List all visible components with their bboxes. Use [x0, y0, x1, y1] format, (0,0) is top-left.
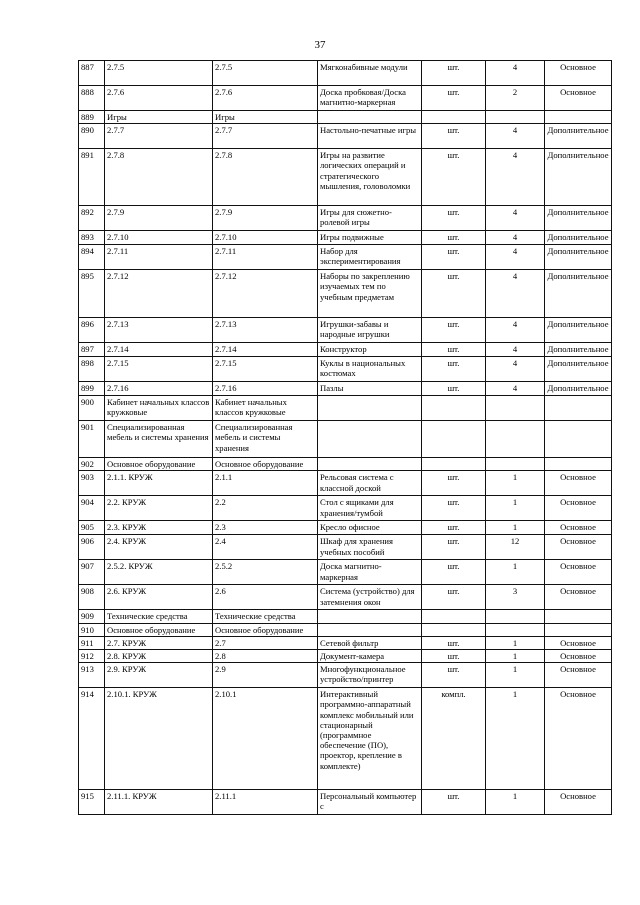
ref-code-cell: Кабинет начальных классов кружковые: [213, 396, 318, 421]
type-cell: Дополнительное: [545, 149, 612, 206]
unit-cell: шт.: [422, 245, 486, 270]
type-cell: Основное: [545, 585, 612, 610]
ref-code-cell: 2.7.11: [213, 245, 318, 270]
ref-code-cell: 2.7.7: [213, 124, 318, 149]
item-name-cell: Доска пробковая/Доска магнитно-маркерная: [318, 86, 422, 111]
quantity-cell: 1: [486, 688, 545, 790]
row-number-cell: 899: [79, 382, 105, 396]
row-number-cell: 887: [79, 61, 105, 86]
item-name-cell: [318, 111, 422, 124]
type-cell: Основное: [545, 688, 612, 790]
type-cell: [545, 111, 612, 124]
type-cell: Дополнительное: [545, 231, 612, 245]
ref-code-cell: 2.9: [213, 663, 318, 688]
table-row: [79, 124, 612, 149]
quantity-cell: 1: [486, 636, 545, 649]
ref-code-cell: 2.2: [213, 496, 318, 521]
type-cell: [545, 623, 612, 636]
item-name-cell: Игры подвижные: [318, 231, 422, 245]
type-cell: Основное: [545, 86, 612, 111]
table-row: [79, 585, 612, 610]
item-name-cell: Мягконабивные модули: [318, 61, 422, 86]
item-name-cell: Доска магнитно-маркерная: [318, 560, 422, 585]
item-name-cell: [318, 610, 422, 623]
table-row: [79, 496, 612, 521]
code-cell: 2.2. КРУЖ: [105, 496, 213, 521]
ref-code-cell: 2.3: [213, 521, 318, 535]
table-row: [79, 61, 612, 86]
code-cell: Кабинет начальных классов кружковые: [105, 396, 213, 421]
table-row: [79, 688, 612, 790]
code-cell: 2.8. КРУЖ: [105, 650, 213, 663]
table-row: [79, 270, 612, 318]
type-cell: Основное: [545, 535, 612, 560]
code-cell: 2.7.12: [105, 270, 213, 318]
item-name-cell: Многофункциональное устройство/принтер: [318, 663, 422, 688]
type-cell: Основное: [545, 650, 612, 663]
code-cell: 2.6. КРУЖ: [105, 585, 213, 610]
item-name-cell: Набор для экспериментирования: [318, 245, 422, 270]
item-name-cell: Документ-камера: [318, 650, 422, 663]
table-row: [79, 206, 612, 231]
code-cell: Основное оборудование: [105, 623, 213, 636]
code-cell: 2.7.8: [105, 149, 213, 206]
code-cell: 2.9. КРУЖ: [105, 663, 213, 688]
quantity-cell: 1: [486, 650, 545, 663]
type-cell: Основное: [545, 61, 612, 86]
code-cell: 2.7. КРУЖ: [105, 636, 213, 649]
quantity-cell: 4: [486, 382, 545, 396]
ref-code-cell: 2.7.13: [213, 318, 318, 343]
table-row: [79, 471, 612, 496]
table-row: [79, 111, 612, 124]
quantity-cell: 4: [486, 357, 545, 382]
table-row: [79, 318, 612, 343]
item-name-cell: Кресло офисное: [318, 521, 422, 535]
unit-cell: шт.: [422, 521, 486, 535]
code-cell: 2.7.10: [105, 231, 213, 245]
row-number-cell: 903: [79, 471, 105, 496]
table-row: [79, 357, 612, 382]
unit-cell: [422, 421, 486, 458]
quantity-cell: 4: [486, 149, 545, 206]
ref-code-cell: Технические средства: [213, 610, 318, 623]
unit-cell: шт.: [422, 790, 486, 815]
code-cell: 2.7.16: [105, 382, 213, 396]
unit-cell: шт.: [422, 471, 486, 496]
unit-cell: шт.: [422, 650, 486, 663]
code-cell: 2.4. КРУЖ: [105, 535, 213, 560]
ref-code-cell: 2.7.15: [213, 357, 318, 382]
type-cell: Основное: [545, 521, 612, 535]
page-number: 37: [314, 39, 326, 51]
code-cell: 2.1.1. КРУЖ: [105, 471, 213, 496]
type-cell: Дополнительное: [545, 124, 612, 149]
quantity-cell: 1: [486, 496, 545, 521]
type-cell: Дополнительное: [545, 206, 612, 231]
code-cell: 2.7.13: [105, 318, 213, 343]
table-row: [79, 650, 612, 663]
ref-code-cell: Специализированная мебель и системы хранения: [213, 421, 318, 458]
item-name-cell: Игры на развитие логических операций и стратегического мышления, головоломки: [318, 149, 422, 206]
type-cell: Основное: [545, 663, 612, 688]
unit-cell: шт.: [422, 86, 486, 111]
unit-cell: [422, 396, 486, 421]
row-number-cell: 914: [79, 688, 105, 790]
ref-code-cell: Игры: [213, 111, 318, 124]
row-number-cell: 898: [79, 357, 105, 382]
unit-cell: шт.: [422, 124, 486, 149]
code-cell: 2.7.9: [105, 206, 213, 231]
unit-cell: шт.: [422, 357, 486, 382]
ref-code-cell: 2.7.5: [213, 61, 318, 86]
code-cell: 2.7.7: [105, 124, 213, 149]
ref-code-cell: 2.7.12: [213, 270, 318, 318]
item-name-cell: [318, 458, 422, 471]
row-number-cell: 912: [79, 650, 105, 663]
table-row: [79, 521, 612, 535]
unit-cell: шт.: [422, 535, 486, 560]
ref-code-cell: 2.7.16: [213, 382, 318, 396]
quantity-cell: [486, 396, 545, 421]
item-name-cell: Сетевой фильтр: [318, 636, 422, 649]
unit-cell: шт.: [422, 343, 486, 357]
code-cell: 2.7.6: [105, 86, 213, 111]
item-name-cell: [318, 396, 422, 421]
quantity-cell: 4: [486, 343, 545, 357]
ref-code-cell: 2.11.1: [213, 790, 318, 815]
quantity-cell: [486, 623, 545, 636]
ref-code-cell: 2.7.10: [213, 231, 318, 245]
code-cell: 2.7.14: [105, 343, 213, 357]
item-name-cell: Рельсовая система с классной доской: [318, 471, 422, 496]
table-row: [79, 790, 612, 815]
item-name-cell: Игрушки-забавы и народные игрушки: [318, 318, 422, 343]
ref-code-cell: 2.7.9: [213, 206, 318, 231]
table-row: [79, 149, 612, 206]
type-cell: Дополнительное: [545, 270, 612, 318]
type-cell: [545, 421, 612, 458]
quantity-cell: 1: [486, 790, 545, 815]
row-number-cell: 897: [79, 343, 105, 357]
code-cell: 2.11.1. КРУЖ: [105, 790, 213, 815]
row-number-cell: 892: [79, 206, 105, 231]
item-name-cell: Интерактивный программно-аппаратный комплекс мобильный или стационарный (программное обеспечение (ПО), проектор, крепление в комплекте): [318, 688, 422, 790]
code-cell: 2.7.11: [105, 245, 213, 270]
quantity-cell: 4: [486, 318, 545, 343]
code-cell: Специализированная мебель и системы хранения: [105, 421, 213, 458]
row-number-cell: 893: [79, 231, 105, 245]
unit-cell: [422, 458, 486, 471]
item-name-cell: Куклы в национальных костюмах: [318, 357, 422, 382]
ref-code-cell: 2.4: [213, 535, 318, 560]
row-number-cell: 894: [79, 245, 105, 270]
table-row: [79, 610, 612, 623]
type-cell: Дополнительное: [545, 318, 612, 343]
type-cell: Основное: [545, 790, 612, 815]
item-name-cell: Наборы по закреплению изучаемых тем по учебным предметам: [318, 270, 422, 318]
code-cell: 2.7.5: [105, 61, 213, 86]
type-cell: Дополнительное: [545, 357, 612, 382]
quantity-cell: 1: [486, 471, 545, 496]
row-number-cell: 902: [79, 458, 105, 471]
equipment-table: [78, 60, 612, 815]
quantity-cell: 4: [486, 61, 545, 86]
unit-cell: шт.: [422, 61, 486, 86]
unit-cell: шт.: [422, 149, 486, 206]
row-number-cell: 895: [79, 270, 105, 318]
item-name-cell: Игры для сюжетно-ролевой игры: [318, 206, 422, 231]
row-number-cell: 891: [79, 149, 105, 206]
row-number-cell: 907: [79, 560, 105, 585]
unit-cell: шт.: [422, 231, 486, 245]
code-cell: Игры: [105, 111, 213, 124]
quantity-cell: 2: [486, 86, 545, 111]
quantity-cell: 1: [486, 663, 545, 688]
ref-code-cell: 2.6: [213, 585, 318, 610]
unit-cell: шт.: [422, 636, 486, 649]
table-row: [79, 343, 612, 357]
row-number-cell: 889: [79, 111, 105, 124]
row-number-cell: 896: [79, 318, 105, 343]
code-cell: 2.7.15: [105, 357, 213, 382]
row-number-cell: 888: [79, 86, 105, 111]
table-row: [79, 86, 612, 111]
table-row: [79, 636, 612, 649]
unit-cell: шт.: [422, 318, 486, 343]
row-number-cell: 908: [79, 585, 105, 610]
table-row: [79, 560, 612, 585]
unit-cell: шт.: [422, 382, 486, 396]
type-cell: Основное: [545, 496, 612, 521]
item-name-cell: Пазлы: [318, 382, 422, 396]
code-cell: Основное оборудование: [105, 458, 213, 471]
type-cell: [545, 610, 612, 623]
ref-code-cell: 2.7: [213, 636, 318, 649]
item-name-cell: Шкаф для хранения учебных пособий: [318, 535, 422, 560]
code-cell: 2.5.2. КРУЖ: [105, 560, 213, 585]
item-name-cell: Настольно-печатные игры: [318, 124, 422, 149]
ref-code-cell: 2.7.14: [213, 343, 318, 357]
row-number-cell: 904: [79, 496, 105, 521]
table-row: [79, 245, 612, 270]
table-row: [79, 231, 612, 245]
ref-code-cell: 2.7.8: [213, 149, 318, 206]
row-number-cell: 906: [79, 535, 105, 560]
item-name-cell: [318, 623, 422, 636]
code-cell: 2.3. КРУЖ: [105, 521, 213, 535]
quantity-cell: 12: [486, 535, 545, 560]
ref-code-cell: 2.7.6: [213, 86, 318, 111]
unit-cell: шт.: [422, 206, 486, 231]
quantity-cell: 4: [486, 270, 545, 318]
quantity-cell: 4: [486, 206, 545, 231]
row-number-cell: 909: [79, 610, 105, 623]
row-number-cell: 900: [79, 396, 105, 421]
quantity-cell: 1: [486, 521, 545, 535]
quantity-cell: 1: [486, 560, 545, 585]
type-cell: Основное: [545, 636, 612, 649]
table-row: [79, 421, 612, 458]
quantity-cell: [486, 111, 545, 124]
table-row: [79, 535, 612, 560]
item-name-cell: Конструктор: [318, 343, 422, 357]
item-name-cell: [318, 421, 422, 458]
ref-code-cell: Основное оборудование: [213, 623, 318, 636]
type-cell: [545, 396, 612, 421]
table-row: [79, 396, 612, 421]
unit-cell: [422, 610, 486, 623]
table-row: [79, 458, 612, 471]
unit-cell: [422, 111, 486, 124]
row-number-cell: 910: [79, 623, 105, 636]
quantity-cell: 4: [486, 245, 545, 270]
type-cell: Основное: [545, 471, 612, 496]
quantity-cell: 4: [486, 124, 545, 149]
code-cell: 2.10.1. КРУЖ: [105, 688, 213, 790]
row-number-cell: 901: [79, 421, 105, 458]
ref-code-cell: 2.10.1: [213, 688, 318, 790]
unit-cell: шт.: [422, 585, 486, 610]
item-name-cell: Персональный компьютер с: [318, 790, 422, 815]
type-cell: Дополнительное: [545, 245, 612, 270]
ref-code-cell: 2.1.1: [213, 471, 318, 496]
table-row: [79, 663, 612, 688]
quantity-cell: [486, 421, 545, 458]
ref-code-cell: 2.5.2: [213, 560, 318, 585]
quantity-cell: 4: [486, 231, 545, 245]
quantity-cell: [486, 610, 545, 623]
type-cell: Дополнительное: [545, 343, 612, 357]
row-number-cell: 905: [79, 521, 105, 535]
type-cell: [545, 458, 612, 471]
row-number-cell: 915: [79, 790, 105, 815]
unit-cell: шт.: [422, 663, 486, 688]
row-number-cell: 913: [79, 663, 105, 688]
unit-cell: компл.: [422, 688, 486, 790]
item-name-cell: Стол с ящиками для хранения/тумбой: [318, 496, 422, 521]
table-row: [79, 382, 612, 396]
item-name-cell: Система (устройство) для затемнения окон: [318, 585, 422, 610]
ref-code-cell: 2.8: [213, 650, 318, 663]
type-cell: Основное: [545, 560, 612, 585]
ref-code-cell: Основное оборудование: [213, 458, 318, 471]
unit-cell: шт.: [422, 496, 486, 521]
row-number-cell: 890: [79, 124, 105, 149]
code-cell: Технические средства: [105, 610, 213, 623]
type-cell: Дополнительное: [545, 382, 612, 396]
table-row: [79, 623, 612, 636]
row-number-cell: 911: [79, 636, 105, 649]
unit-cell: [422, 623, 486, 636]
unit-cell: шт.: [422, 560, 486, 585]
unit-cell: шт.: [422, 270, 486, 318]
quantity-cell: [486, 458, 545, 471]
quantity-cell: 3: [486, 585, 545, 610]
